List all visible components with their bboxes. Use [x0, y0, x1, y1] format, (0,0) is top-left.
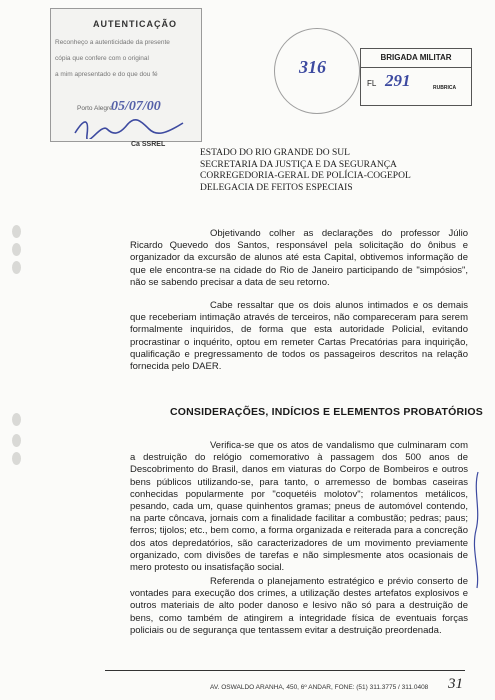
seal-handwritten-number: 316 — [299, 57, 326, 77]
handwritten-signature — [71, 115, 191, 139]
header-line-1: ESTADO DO RIO GRANDE DO SUL — [200, 148, 350, 158]
footer-rule — [105, 670, 465, 671]
page-number: 31 — [448, 676, 463, 692]
punch-hole — [12, 225, 21, 238]
punch-hole — [12, 434, 21, 447]
rubrica-label: RUBRICA — [433, 85, 457, 91]
paragraph-4: Referenda o planejamento estratégico e prévio conserto de vontades para execução dos crimes, a utilização destes artefatos explosivos e outros materiais de alto poder danoso e lesivo não só para a destruição de bens, como também de atingirem a integridade física de eventuais forças policiais ou de segurança que tentassem evitar a destruição preordenada. — [130, 576, 468, 636]
margin-pen-mark — [470, 470, 484, 590]
header-line-2: SECRETARIA DA JUSTIÇA E DA SEGURANÇA — [200, 159, 397, 170]
punch-hole — [12, 452, 21, 465]
stamp-line-1: Reconheço a autenticidade da presente — [55, 39, 170, 46]
stamp-line-3: a mim apresentado e do que dou fé — [55, 71, 158, 78]
punch-hole — [12, 413, 21, 426]
punch-hole — [12, 243, 21, 256]
stamp-line-2: cópia que confere com o original — [55, 55, 149, 62]
header-line-3: CORREGEDORIA-GERAL DE POLÍCIA-COGEPOL — [200, 171, 411, 181]
document-header — [200, 148, 460, 194]
authentication-stamp — [50, 8, 202, 148]
stamp-date: 05/07/00 — [111, 99, 161, 114]
punch-hole — [12, 261, 21, 274]
stamp-mark: Ca SSREL — [131, 141, 166, 148]
fl-number: 291 — [385, 71, 411, 90]
brigada-title: BRIGADA MILITAR — [361, 49, 471, 68]
footer-address: AV. OSWALDO ARANHA, 450, 6º ANDAR, FONE: (51) 311.3775 / 311.0408 — [210, 684, 429, 691]
paragraph-1: Objetivando colher as declarações do professor Júlio Ricardo Quevedo dos Santos, responsável pela solicitação do ônibus e organizador da excursão de alunos até esta Capital, obtivemos informação de que ele encontra-se na cidade do Rio de Janeiro participando de "simpósios", não se sabendo precisar a data de seu retorno. — [130, 228, 468, 288]
military-seal — [274, 28, 360, 114]
header-line-4: DELEGACIA DE FEITOS ESPECIAIS — [200, 182, 353, 193]
stamp-title: AUTENTICAÇÃO — [93, 19, 177, 29]
fl-label: FL — [367, 79, 377, 88]
section-title: CONSIDERAÇÕES, INDÍCIOS E ELEMENTOS PROBATÓRIOS — [170, 406, 483, 418]
stamp-date-label: Porto Alegre — [77, 105, 113, 112]
paragraph-3: Verifica-se que os atos de vandalismo que culminaram com a destruição do relógio comemorativo à passagem dos 500 anos de Descobrimento do Brasil, danos em viaturas do Corpo de Bombeiros e outros bens públicos utilizando-se, para tanto, o arremesso de bombas caseiras conhecidas popularmente por "coquetéis molotov"; rolamentos metálicos, pesando, cada um, quase quinhentos gramas; pneus de automóvel contendo, na parte côncava, jornais com a finalidade facilitar a combustão; pedras; paus; ferros; tijolos; etc., bem como, a forma organizada e reiterada para a concreção dos atos depredatórios, são caracterizadores de um movimento previamente organizado, com divisões de tarefas e não simplesmente atos ocasionais de mero protesto ou insatisfação social. — [130, 440, 468, 574]
paragraph-2: Cabe ressaltar que os dois alunos intimados e os demais que receberiam intimação através de terceiros, não compareceram para serem formalmente inquiridos, de forma que esta autoridade Policial, evitando procrastinar o inquérito, optou em remeter Cartas Precatórias para inquirição, qualificação e pregressamento de todos os passageiros descritos na relação fornecida pelo DAER. — [130, 300, 468, 373]
brigada-militar-stamp — [360, 48, 472, 106]
